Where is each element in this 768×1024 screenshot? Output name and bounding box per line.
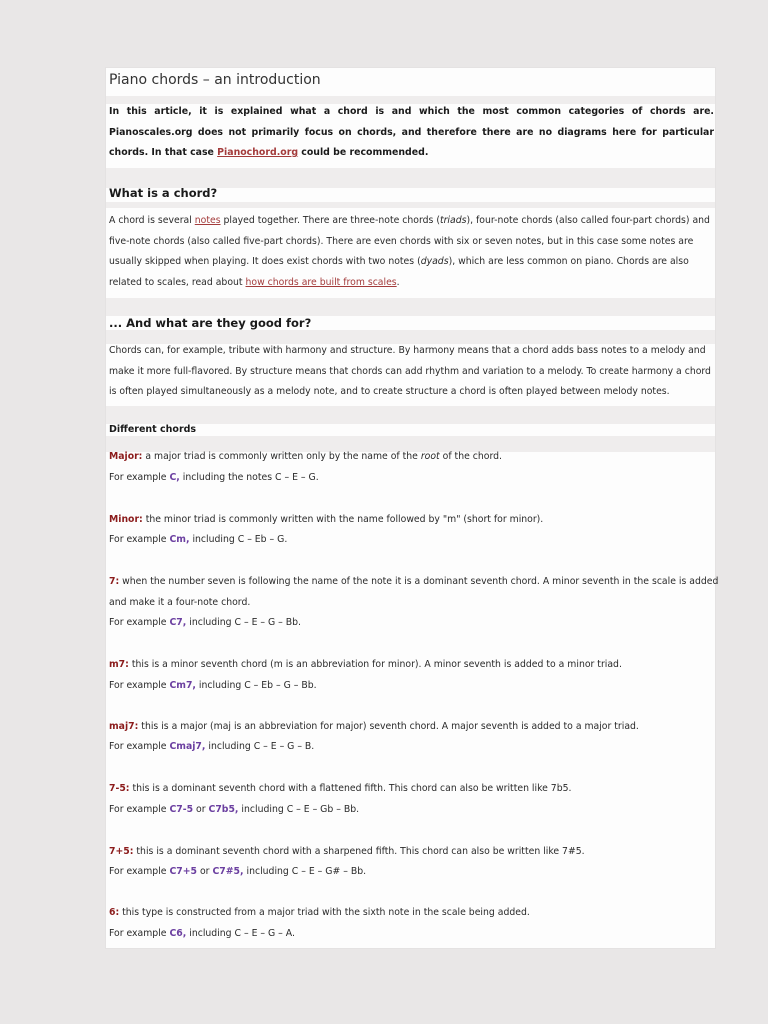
chord-example-m7 [109, 680, 714, 691]
example-notes: including C – Eb – G. [189, 534, 288, 545]
triads-term: triads [439, 215, 467, 226]
chord-desc-text: this is a minor seventh chord (m is an abbreviation for minor). A minor seventh is added to a minor triad. [128, 659, 622, 670]
chord-desc-major [109, 451, 714, 462]
example-prefix: For example [109, 472, 170, 483]
chord-term: 7: [109, 576, 120, 587]
example-notes: including C – E – Gb – Bb. [238, 804, 360, 815]
divider-band [106, 406, 715, 424]
chord-desc-text: this is a major (maj is an abbreviation for major) seventh chord. A major seventh is added to a major triad. [138, 721, 639, 732]
chord-desc-7-5 [109, 783, 714, 794]
pianochord-link[interactable]: Pianochord.org [217, 147, 299, 158]
chord-desc-text: this type is constructed from a major triad with the sixth note in the scale being added. [119, 907, 530, 918]
divider-band [106, 298, 715, 316]
chord-example-7 [109, 617, 714, 628]
example-notes: including C – E – G – B. [205, 741, 315, 752]
good-for-paragraph: Chords can, for example, tribute with harmony and structure. By harmony means that a chord adds bass notes to a melody and make it more full-flavored. By structure means that chords can add rhythm and variation to a melody. To create harmony a chord is often played simultaneously as a melody note, and to create structure a chord is often played between melody notes. [109, 345, 711, 397]
example-chord: C7-5 [169, 804, 194, 815]
example-chord: Cmaj7, [169, 741, 206, 752]
example-chord: C7+5 [169, 866, 198, 877]
article-page [106, 68, 719, 948]
chord-term: m7: [109, 659, 129, 670]
chord-desc-maj7 [109, 721, 714, 732]
example-chord-alt: C7#5, [212, 866, 244, 877]
example-chord-alt: C7b5, [208, 804, 239, 815]
chord-desc-minor [109, 514, 714, 525]
chord-example-maj7 [109, 741, 714, 752]
chord-desc-text: when the number seven is following the name of the note it is a dominant seventh chord. A minor seventh in the scale is added [119, 576, 719, 587]
example-prefix: For example [109, 534, 170, 545]
chord-desc-text: this is a dominant seventh chord with a flattened fifth. This chord can also be written like 7b5. [129, 783, 572, 794]
chord-desc-7 [109, 576, 719, 587]
chord-term: Minor: [109, 514, 143, 525]
chord-desc-m7 [109, 659, 714, 670]
intro-paragraph [109, 102, 714, 164]
heading-good-for: ... And what are they good for? [109, 316, 312, 330]
example-notes: including C – E – G – A. [186, 928, 295, 939]
example-chord: C7, [169, 617, 187, 628]
example-prefix: For example [109, 804, 170, 815]
chord-term: maj7: [109, 721, 139, 732]
chord-desc-text: a major triad is commonly written only by the name of the [142, 451, 421, 462]
what-is-text: played together. There are three-note chords ( [220, 215, 440, 226]
chord-example-major [109, 472, 714, 483]
what-is-text: . [396, 276, 400, 288]
chord-term: 7-5: [109, 783, 130, 794]
notes-link[interactable]: notes [194, 215, 221, 226]
what-is-text: A chord is several [109, 215, 195, 226]
example-notes: including C – E – G# – Bb. [243, 866, 367, 877]
chord-desc-7plus5 [109, 846, 714, 857]
example-notes: including C – Eb – G – Bb. [195, 680, 317, 691]
heading-different-chords: Different chords [109, 424, 197, 435]
example-prefix: For example [109, 866, 170, 877]
intro-text: In this article, it is explained what a chord is and which the most common categories of chords are. Pianoscales.org does not primarily focus on chords, and therefore there are no diagrams here for particular chords. In that case [109, 106, 714, 158]
chord-desc-6 [109, 907, 714, 918]
what-is-paragraph [109, 211, 714, 293]
example-prefix: For example [109, 617, 170, 628]
example-prefix: For example [109, 741, 170, 752]
intro-text-end: could be recommended. [298, 147, 429, 158]
chord-example-minor [109, 534, 714, 545]
divider-band [106, 168, 715, 188]
example-notes: including C – E – G – Bb. [186, 617, 302, 628]
chord-term: 6: [109, 907, 120, 918]
what-is-text: ), four-note chords (also called four-part chords) and five-note chords (also called five-part chords). There are even chords with six or seven notes, but in this case some notes are usually skipped when playing. It does exist chords with two notes ( [109, 215, 710, 267]
example-chord: Cm, [169, 534, 190, 545]
divider-band [106, 202, 715, 208]
example-prefix: For example [109, 680, 170, 691]
example-prefix: For example [109, 928, 170, 939]
chord-term: Major: [109, 451, 143, 462]
heading-what-is-chord: What is a chord? [109, 186, 218, 200]
example-notes: including the notes C – E – G. [179, 472, 319, 483]
chord-example-7plus5 [109, 866, 714, 877]
dyads-term: dyads [420, 256, 449, 267]
example-chord: C, [169, 472, 180, 483]
chord-desc-text: this is a dominant seventh chord with a sharpened fifth. This chord can also be written like 7#5. [133, 846, 585, 857]
example-chord: Cm7, [169, 680, 196, 691]
chord-desc-text: the minor triad is commonly written with the name followed by "m" (short for minor). [142, 514, 544, 525]
chord-desc-text: of the chord. [439, 451, 502, 462]
root-term: root [420, 451, 440, 462]
example-or: or [193, 804, 209, 815]
example-chord: C6, [169, 928, 187, 939]
chord-example-6 [109, 928, 714, 939]
page-title: Piano chords – an introduction [109, 72, 321, 88]
chords-from-scales-link[interactable]: how chords are built from scales [245, 276, 397, 288]
example-or: or [197, 866, 213, 877]
chord-desc-7-cont: and make it a four-note chord. [109, 597, 251, 608]
divider-band [106, 436, 715, 452]
chord-term: 7+5: [109, 846, 134, 857]
chord-example-7-5 [109, 804, 714, 815]
what-is-text: ), which are less common on piano. Chords are also related to scales, read about [109, 256, 689, 288]
